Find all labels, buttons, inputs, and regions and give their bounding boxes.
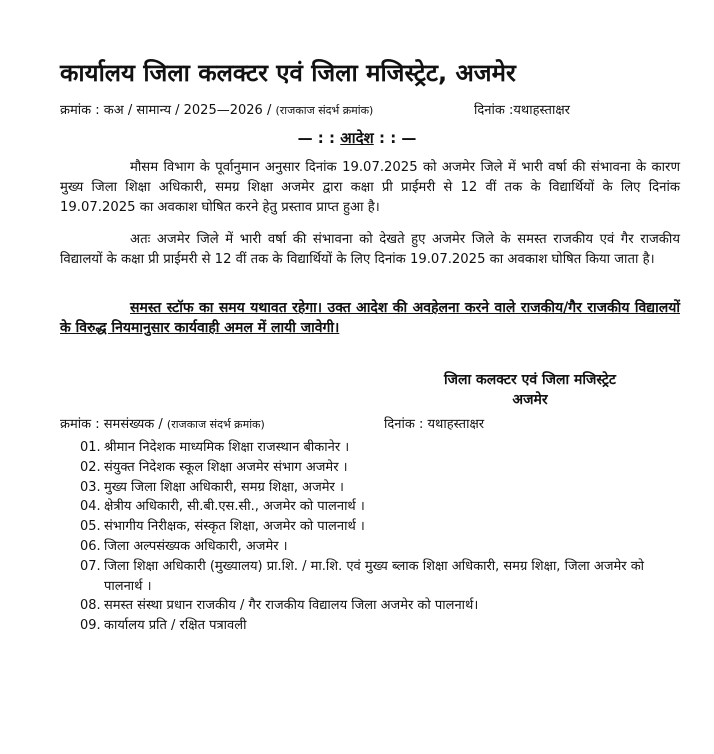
- list-item: [80, 458, 680, 478]
- list-number: 04.: [80, 499, 101, 515]
- list-item: [80, 557, 680, 597]
- list-number: 02.: [80, 459, 101, 475]
- signature-block: [360, 370, 700, 410]
- list-text: क्षेत्रीय अधिकारी, सी.बी.एस.सी., अजमेर को पालनार्थ ।: [104, 499, 365, 515]
- list-number: 08.: [80, 598, 101, 614]
- paragraph-declaration-text: अतः अजमेर जिले में भारी वर्षा की संभावना को देखते हुए अजमेर जिले के समस्त राजकीय एवं गैर राजकीय विद्यालयों के कक्षा प्री प्राईमरी से 12 वीं तक के विद्यार्थियों के लिए दिनांक 19.07.2025 का अवकाश घोषित किया जाता है।: [60, 232, 680, 267]
- date-line: [474, 100, 570, 118]
- reference-line: [60, 100, 373, 118]
- date-label: दिनांक: [474, 103, 505, 118]
- list-text: जिला शिक्षा अधिकारी (मुख्यालय) प्रा.शि. / मा.शि. एवं मुख्य ब्लाक शिक्षा अधिकारी, समग्र शिक्षा, जिला अजमेर को पालनार्थ ।: [104, 558, 645, 594]
- list-text: समस्त संस्था प्रधान राजकीय / गैर राजकीय विद्यालय जिला अजमेर को पालनार्थ।: [104, 598, 479, 614]
- ref-note: (राजकाज संदर्भ क्रमांक): [275, 104, 374, 117]
- paragraph-proposal-text: मौसम विभाग के पूर्वानुमान अनुसार दिनांक 19.07.2025 को अजमेर जिले में भारी वर्षा की संभावना के कारण मुख्य जिला शिक्षा अधिकारी, समग्र शिक्षा अजमेर द्वारा कक्षा प्री प्राईमरी से 12 वीं तक के विद्यार्थियों के लिए दिनांक 19.07.2025 का अवकाश घोषित करने हेतु प्रस्ताव प्राप्त हुआ है।: [60, 160, 680, 215]
- list-item: [80, 616, 680, 636]
- list-text: कार्यालय प्रति / रक्षित पत्रावली: [104, 618, 247, 634]
- date-value: :यथाहस्ताक्षर: [508, 103, 570, 118]
- signature-place: अजमेर: [512, 392, 548, 408]
- ref-value: कअ / सामान्य / 2025—2026 /: [103, 103, 272, 118]
- copy-date-value: यथाहस्ताक्षर: [427, 417, 485, 432]
- list-text: संभागीय निरीक्षक, संस्कृत शिक्षा, अजमेर को पालनार्थ ।: [104, 519, 365, 535]
- copy-date-colon: :: [418, 417, 428, 432]
- list-text: मुख्य जिला शिक्षा अधिकारी, समग्र शिक्षा, अजमेर ।: [104, 479, 344, 495]
- list-number: 05.: [80, 519, 101, 535]
- list-number: 09.: [80, 618, 101, 634]
- copy-ref-label: क्रमांक: [60, 417, 92, 432]
- copy-ref-value: समसंख्यक /: [103, 417, 163, 432]
- list-item: [80, 478, 680, 498]
- ref-colon: :: [95, 103, 104, 118]
- list-text: संयुक्त निदेशक स्कूल शिक्षा अजमेर संभाग अजमेर ।: [104, 459, 348, 475]
- copy-date-label: दिनांक: [384, 417, 415, 432]
- paragraph-staff-instruction: [60, 298, 680, 338]
- list-item: [80, 497, 680, 517]
- order-word: आदेश: [340, 129, 374, 147]
- copy-ref-colon: :: [95, 417, 104, 432]
- paragraph-staff-instruction-text: समस्त स्टॉफ का समय यथावत रहेगा। उक्त आदेश की अवहेलना करने वाले राजकीय/गैर राजकीय विद्यालयों के विरुद्ध नियमानुसार कार्यवाही अमल में लायी जावेगी।: [60, 300, 680, 336]
- order-heading: [0, 128, 714, 148]
- list-item: [80, 537, 680, 557]
- distribution-list: [80, 438, 680, 636]
- list-item: [80, 517, 680, 537]
- copy-ref-note: (राजकाज संदर्भ क्रमांक): [166, 418, 265, 431]
- list-number: 03.: [80, 479, 101, 495]
- office-title: कार्यालय जिला कलक्टर एवं जिला मजिस्ट्रेट, अजमेर: [60, 59, 516, 87]
- list-number: 07.: [80, 558, 101, 574]
- list-number: 06.: [80, 538, 101, 554]
- paragraph-proposal: [60, 158, 680, 218]
- list-text: श्रीमान निदेशक माध्यमिक शिक्षा राजस्थान बीकानेर ।: [104, 440, 350, 455]
- paragraph-declaration: [60, 230, 680, 270]
- copy-date-line: [384, 414, 484, 432]
- signature-designation: जिला कलक्टर एवं जिला मजिस्ट्रेट: [444, 372, 616, 388]
- ref-label: क्रमांक: [60, 103, 92, 118]
- copy-reference-line: [60, 414, 265, 432]
- list-item: [80, 438, 680, 458]
- list-text: जिला अल्पसंख्यक अधिकारी, अजमेर ।: [104, 538, 288, 554]
- order-suffix: : : —: [373, 129, 417, 147]
- list-item: [80, 596, 680, 616]
- list-number: 01.: [80, 440, 101, 455]
- order-prefix: — : :: [297, 129, 341, 147]
